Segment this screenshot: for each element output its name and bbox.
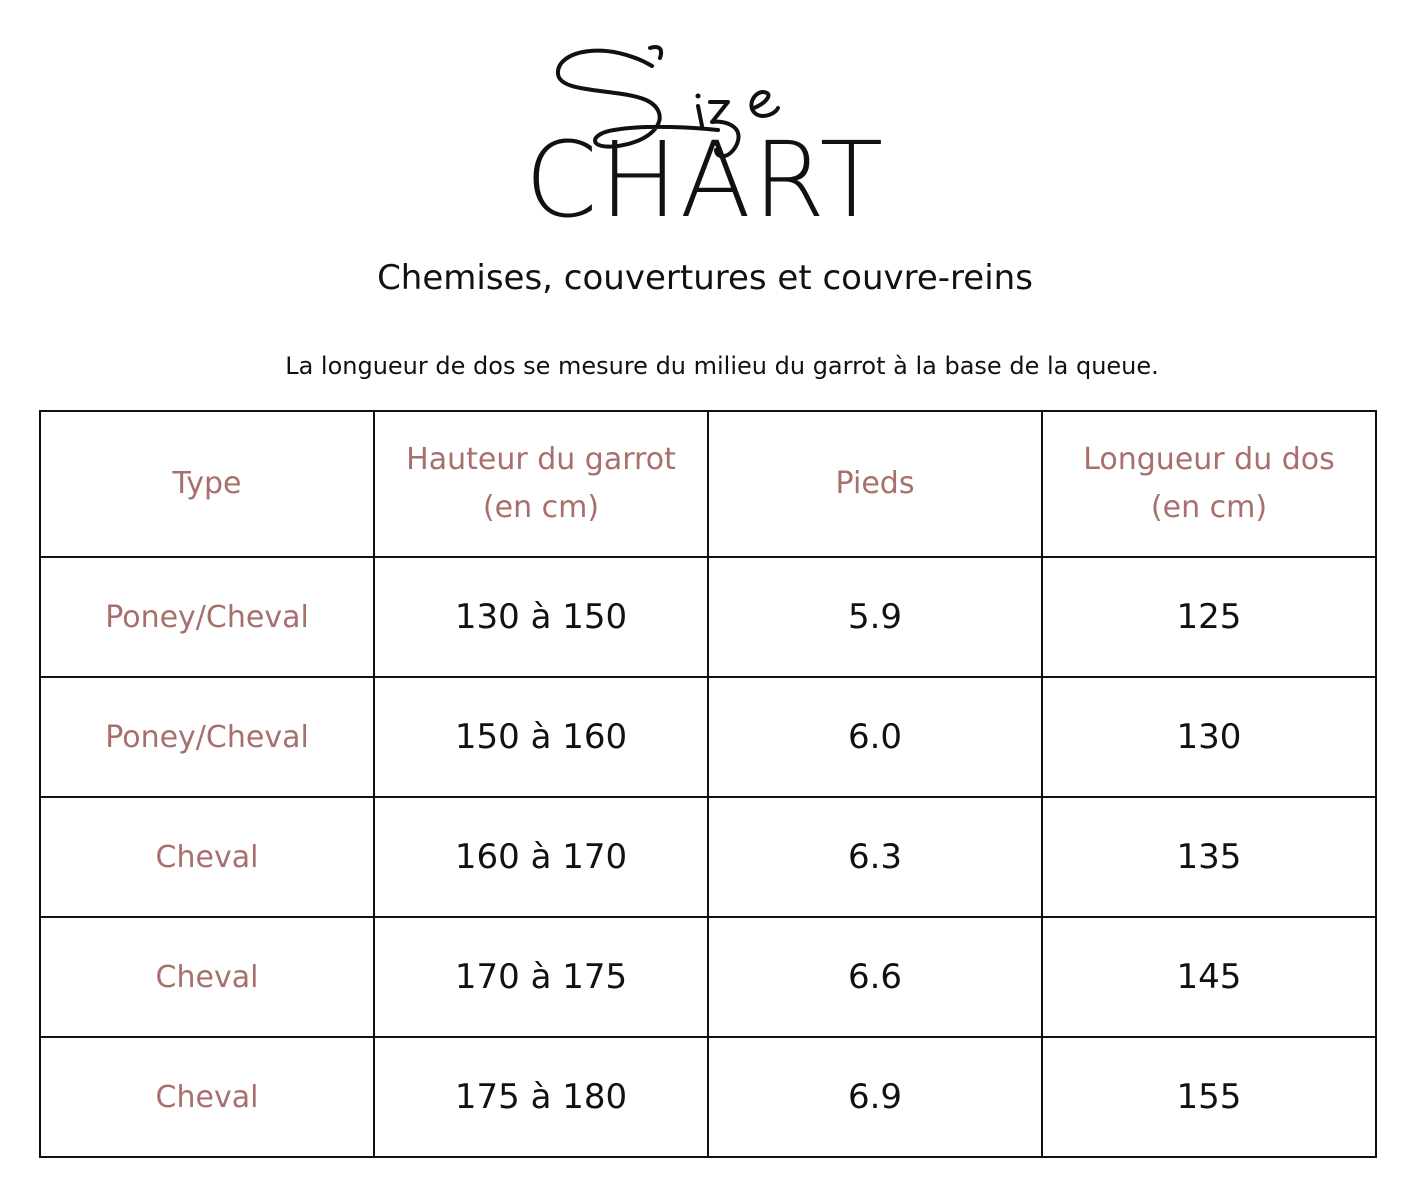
chart-title: CHART (524, 119, 886, 241)
page-subtitle: Chemises, couvertures et couvre-reins (377, 258, 1033, 298)
longueur-cell: 155 (1042, 1037, 1376, 1157)
table-header-row (40, 411, 1376, 557)
hauteur-cell: 175 à 180 (374, 1037, 708, 1157)
hauteur-cell: 160 à 170 (374, 797, 708, 917)
column-header-pieds (708, 411, 1042, 557)
type-cell: Poney/Cheval (40, 557, 374, 677)
table-row (40, 917, 1376, 1037)
size-table (39, 410, 1377, 1158)
table-row (40, 677, 1376, 797)
column-header-line: Type (172, 466, 242, 501)
type-cell: Cheval (40, 1037, 374, 1157)
table-row (40, 1037, 1376, 1157)
column-header-line: Longueur du dos (1083, 442, 1335, 477)
column-header-hauteur (374, 411, 708, 557)
longueur-cell: 135 (1042, 797, 1376, 917)
pieds-cell: 6.3 (708, 797, 1042, 917)
longueur-cell: 145 (1042, 917, 1376, 1037)
measurement-note: La longueur de dos se mesure du milieu du garrot à la base de la queue. (285, 352, 1159, 380)
table-row (40, 557, 1376, 677)
column-header-line: (en cm) (1150, 490, 1268, 525)
column-header-line: (en cm) (482, 490, 600, 525)
type-cell: Cheval (40, 797, 374, 917)
pieds-cell: 6.6 (708, 917, 1042, 1037)
page-header (0, 0, 1410, 400)
longueur-cell: 130 (1042, 677, 1376, 797)
hauteur-cell: 130 à 150 (374, 557, 708, 677)
table-row (40, 797, 1376, 917)
column-header-line: Pieds (835, 466, 915, 501)
pieds-cell: 5.9 (708, 557, 1042, 677)
column-header-type (40, 411, 374, 557)
type-cell: Cheval (40, 917, 374, 1037)
column-header-longueur (1042, 411, 1376, 557)
column-header-line: Hauteur du garrot (406, 442, 676, 477)
pieds-cell: 6.0 (708, 677, 1042, 797)
hauteur-cell: 170 à 175 (374, 917, 708, 1037)
type-cell: Poney/Cheval (40, 677, 374, 797)
pieds-cell: 6.9 (708, 1037, 1042, 1157)
longueur-cell: 125 (1042, 557, 1376, 677)
hauteur-cell: 150 à 160 (374, 677, 708, 797)
